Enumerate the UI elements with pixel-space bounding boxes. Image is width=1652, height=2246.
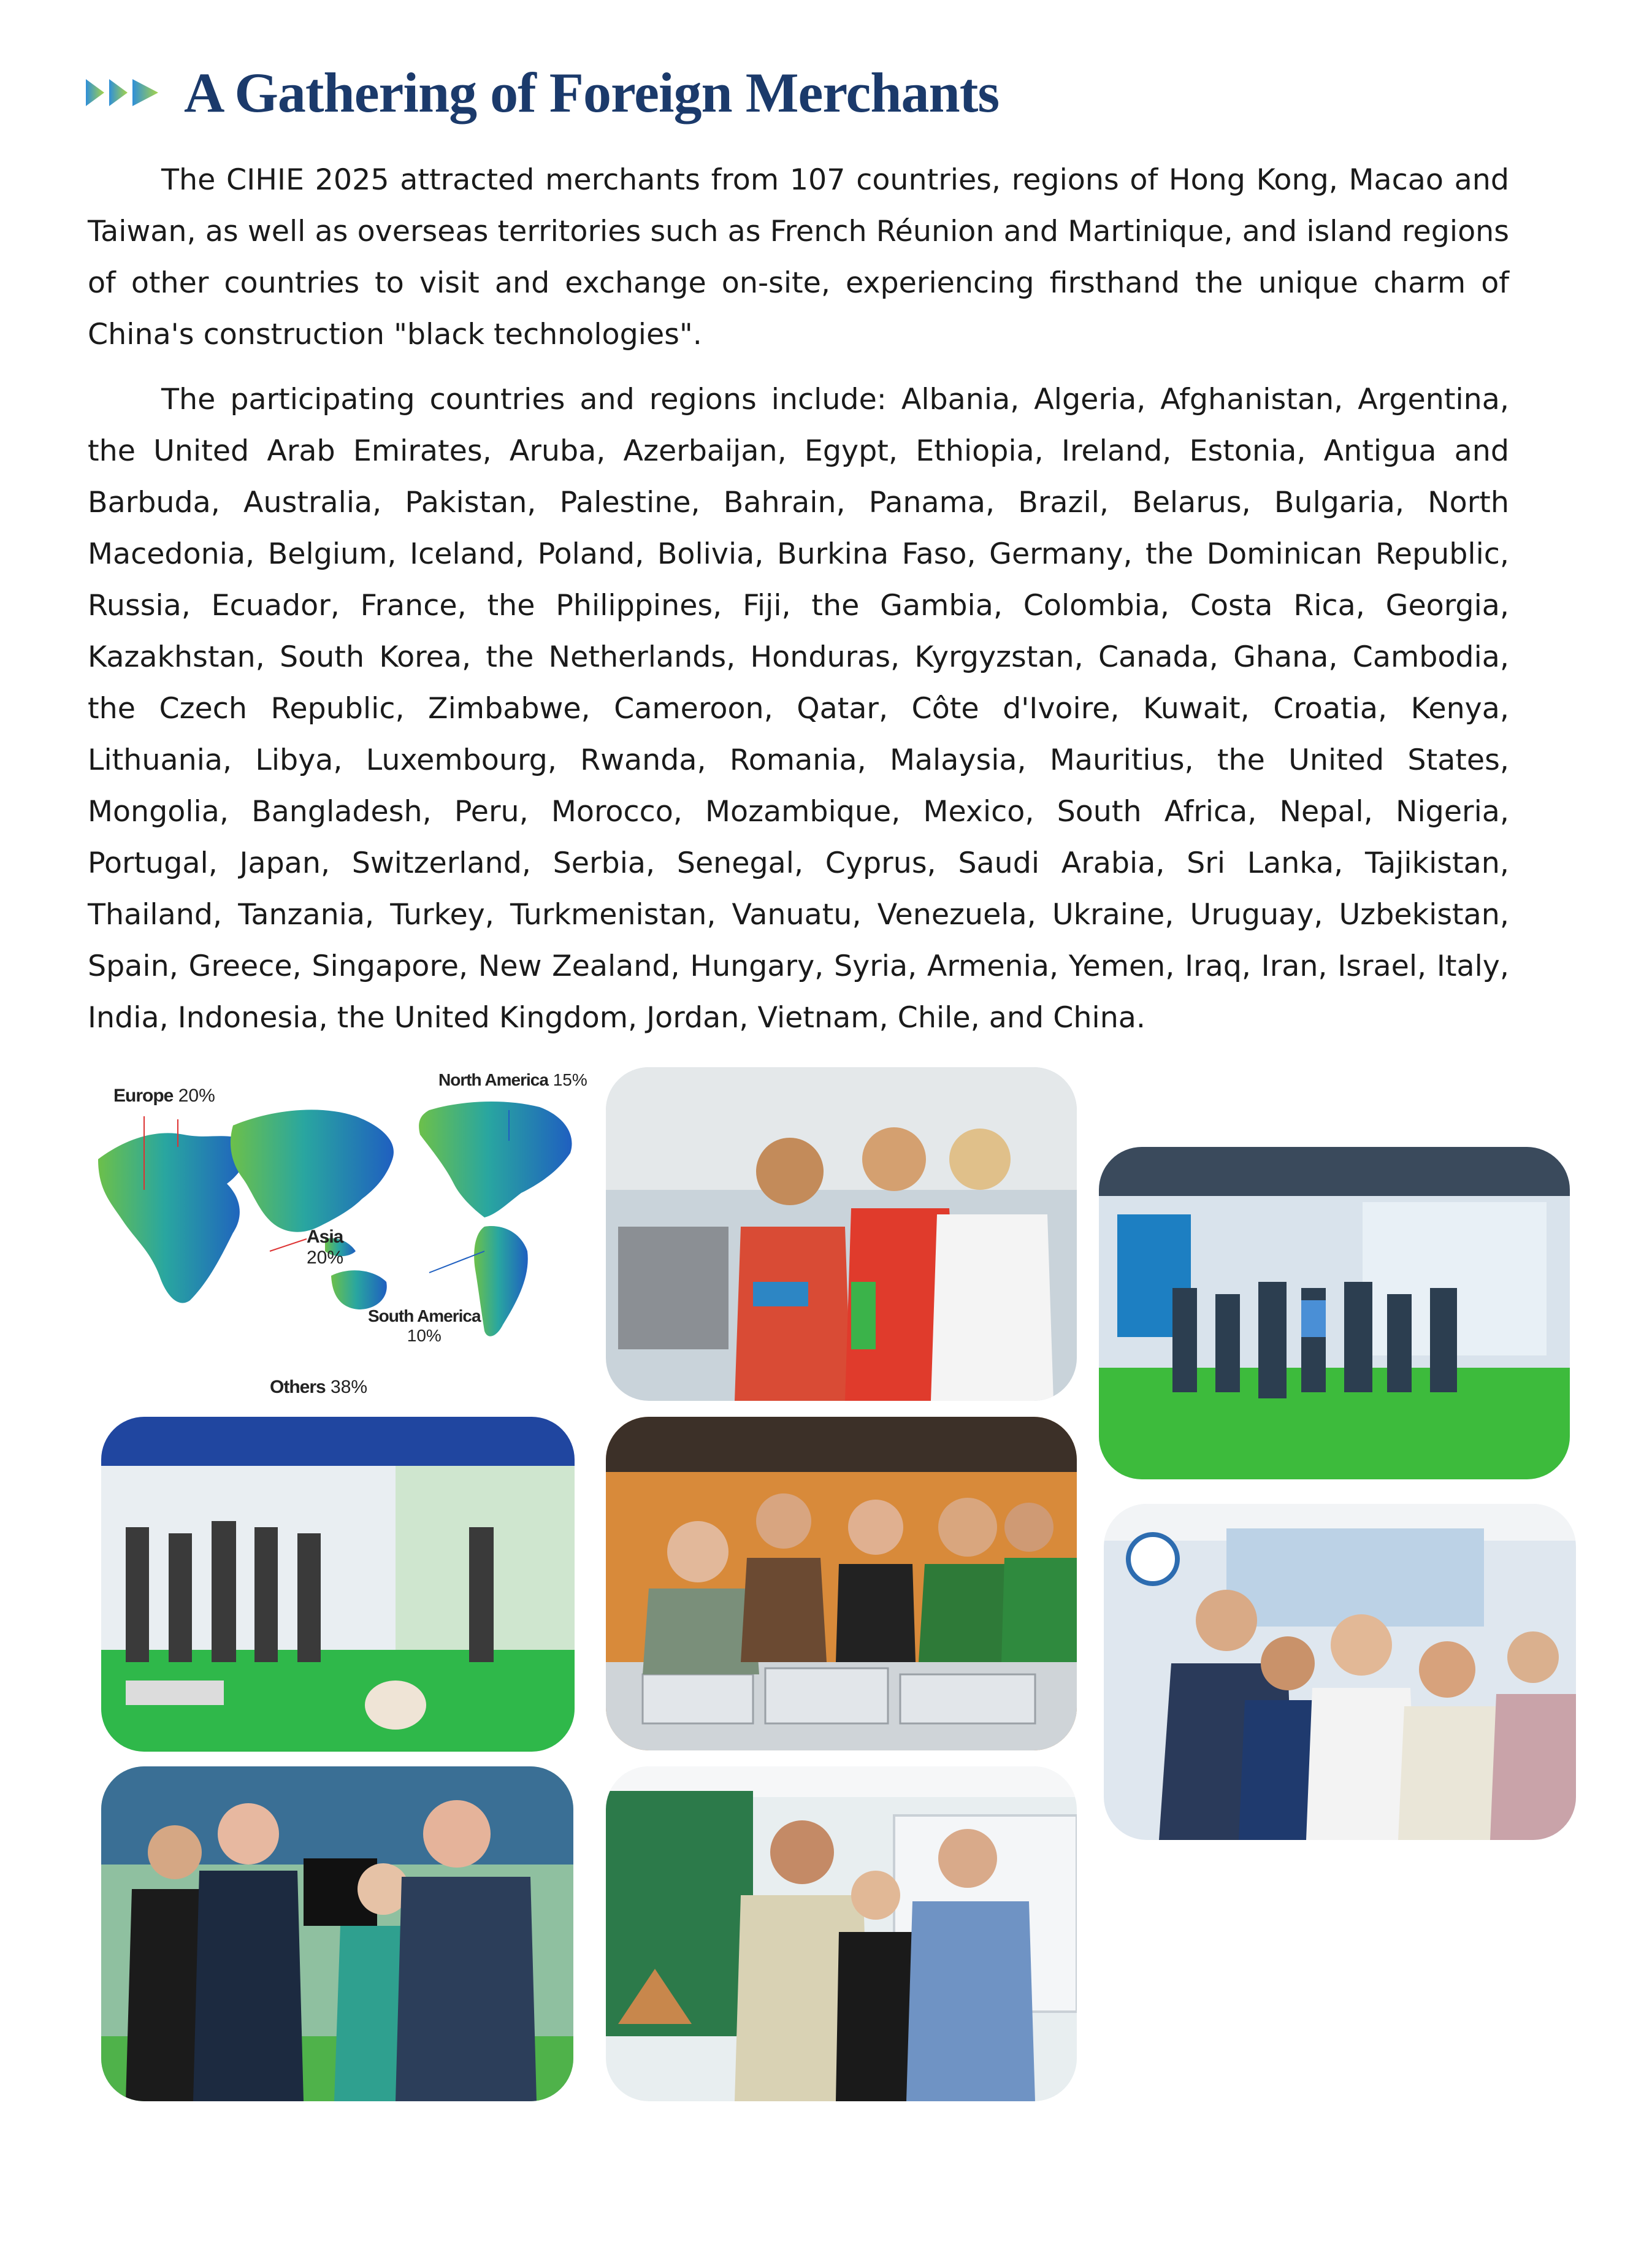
- photo-booth-consultation: [1104, 1504, 1576, 1840]
- triple-chevron-icon: [86, 74, 166, 111]
- map-label-south-america-share: 10%: [407, 1326, 442, 1345]
- photo-women-brochure: [606, 1067, 1077, 1401]
- map-label-others: [270, 1377, 367, 1398]
- map-label-north-america-name: North America: [438, 1070, 548, 1089]
- map-label-europe: [113, 1086, 215, 1106]
- map-label-asia: [307, 1227, 343, 1268]
- countries-paragraph: The participating countries and regions include: Albania, Algeria, Afghanistan, Argentina, the United Arab Emirates, Aruba, Azerbaijan, Egypt, Ethiopia, Ireland, Estonia, Antigua and Barbuda, Australia, Pakistan, Palestine, Bahrain, Panama, Brazil, Belarus, Bulgaria, North Macedonia, Belgium, Iceland, Poland, Bolivia, Burkina Faso, Germany, the Dominican Republic, Russia, Ecuador, France, the Philippines, Fiji, the Gambia, Colombia, Costa Rica, Georgia, Kazakhstan, South Korea, the Netherlands, Honduras, Kyrgyzstan, Canada, Ghana, Cambodia, the Czech Republic, Zimbabwe, Cameroon, Qatar, Côte d'Ivoire, Kuwait, Croatia, Kenya, Lithuania, Libya, Luxembourg, Rwanda, Romania, Malaysia, Mauritius, the United States, Mongolia, Bangladesh, Peru, Morocco, Mozambique, Mexico, South Africa, Nepal, Nigeria, Portugal, Japan, Switzerland, Serbia, Senegal, Cyprus, Saudi Arabia, Sri Lanka, Tajikistan, Thailand, Tanzania, Turkey, Turkmenistan, Vanuatu, Venezuela, Ukraine, Uruguay, Uzbekistan, Spain, Greece, Singapore, New Zealand, Hungary, Syria, Armenia, Yemen, Iraq, Iran, Israel, Italy, India, Indonesia, the United Kingdom, Jordan, Vietnam, Chile, and China.: [88, 383, 1509, 1035]
- section-header: [86, 59, 999, 126]
- photo-certificate-smiles: [101, 1766, 573, 2101]
- map-label-europe-name: Europe: [113, 1086, 174, 1106]
- photo-robot-dog-crowd: [101, 1417, 575, 1752]
- map-label-asia-share: 20%: [307, 1248, 344, 1268]
- map-label-north-america: [438, 1070, 587, 1090]
- map-label-others-name: Others: [270, 1377, 326, 1397]
- photo-container-house-group: [606, 1766, 1077, 2101]
- world-map-infographic: [86, 1067, 589, 1411]
- photo-model-discussion: [606, 1417, 1077, 1750]
- page-title: A Gathering of Foreign Merchants: [184, 61, 1000, 124]
- map-label-south-america-name: South America: [368, 1306, 481, 1325]
- map-label-north-america-share: 15%: [553, 1070, 587, 1089]
- photo-hall-walkers: [1099, 1147, 1570, 1479]
- map-label-others-share: 38%: [331, 1377, 368, 1397]
- map-label-europe-share: 20%: [178, 1086, 215, 1106]
- map-label-asia-name: Asia: [307, 1227, 343, 1247]
- map-label-south-america: [368, 1306, 481, 1346]
- article-body: [88, 155, 1509, 1057]
- intro-paragraph: The CIHIE 2025 attracted merchants from 107 countries, regions of Hong Kong, Macao and Taiwan, as well as overseas territories such as French Réunion and Martinique, and island regions of other countries to visit and exchange on-site, experiencing firsthand the unique charm of China's construction "black technologies".: [88, 163, 1509, 351]
